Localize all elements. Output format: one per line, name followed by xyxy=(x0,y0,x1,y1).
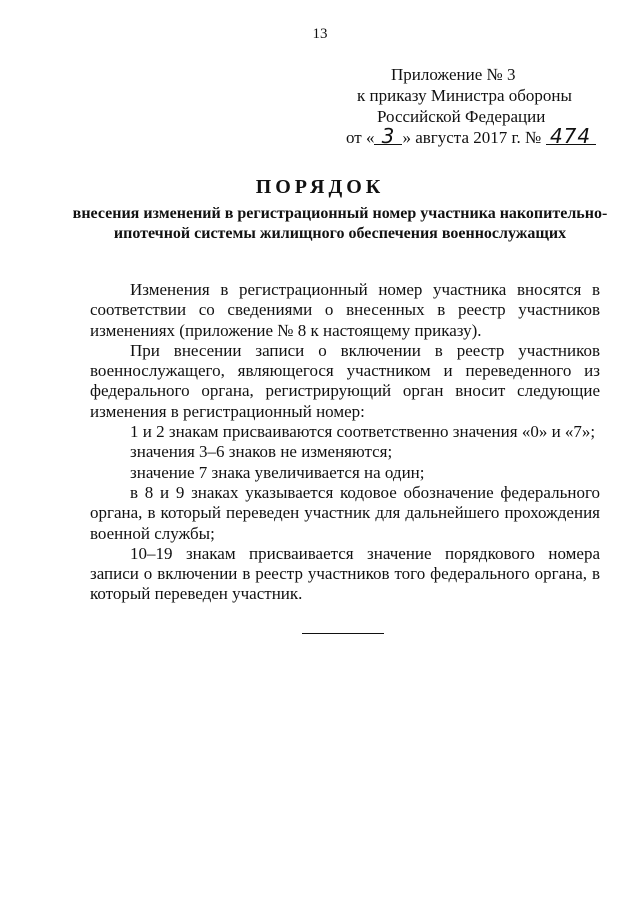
document-title: ПОРЯДОК xyxy=(255,176,385,198)
date-middle: » августа 2017 г. № xyxy=(402,128,542,147)
appendix-line-1: Приложение № 3 xyxy=(391,65,516,84)
appendix-header xyxy=(337,64,627,148)
appendix-date-line xyxy=(337,124,627,148)
paragraph: значения 3–6 знаков не изменяются; xyxy=(130,442,393,462)
paragraph: Изменения в регистрационный номер участника вносятся в соответствии со сведениями о внесенных в реестр участников изменениях (приложение № 8 к настоящему приказу). xyxy=(90,280,600,340)
paragraph: 1 и 2 знакам присваиваются соответственно значения «0» и «7»; xyxy=(130,422,596,442)
document-body xyxy=(90,280,600,605)
paragraph: значение 7 знака увеличивается на один; xyxy=(130,462,425,482)
paragraph: 10–19 знакам присваивается значение порядкового номера записи о включении в реестр участников того федерального органа, в который переведен участник. xyxy=(90,543,600,604)
order-number-handwritten: 474 xyxy=(546,128,596,145)
paragraph: При внесении записи о включении в реестр участников военнослужащего, являющегося участником и переведенного из федерального органа, регистрирующий орган вносит следующие изменения в регистрационный номер: xyxy=(90,340,600,421)
date-day-handwritten: 3 xyxy=(374,128,402,145)
appendix-line-2: к приказу Министра обороны xyxy=(357,86,572,105)
date-prefix: от « xyxy=(346,128,375,147)
appendix-line-3: Российской Федерации xyxy=(377,107,546,126)
end-divider-line xyxy=(302,633,384,634)
paragraph: в 8 и 9 знаках указывается кодовое обозначение федерального органа, в который переведен участник для дальнейшего прохождения военной службы; xyxy=(90,482,600,543)
document-subtitle: внесения изменений в регистрационный номер участника накопительно-ипотечной системы жилищного обеспечения военнослужащих xyxy=(72,205,608,242)
page-number: 13 xyxy=(312,26,328,42)
